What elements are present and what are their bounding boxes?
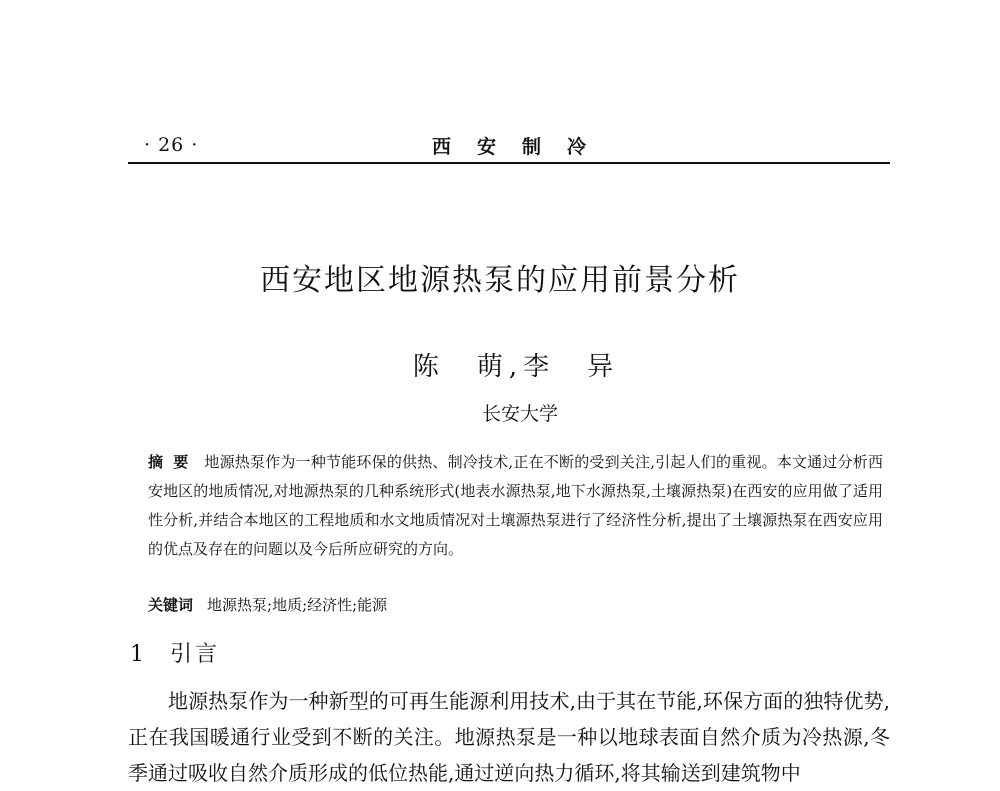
affiliation: 长安大学 [481,403,558,425]
section-number: 1 [130,642,144,667]
keywords-text: 地源热泵;地质;经济性;能源 [207,596,388,614]
header-rule [128,162,890,164]
section-title: 引言 [170,642,221,667]
keywords-label: 关键词 [148,596,194,614]
abstract [148,448,883,564]
authors: 陈 萌,李 异 [412,352,620,382]
abstract-text: 地源热泵作为一种节能环保的供热、制冷技术,正在不断的受到关注,引起人们的重视。本文通过分析西安地区的地质情况,对地源热泵的几种系统形式(地表水源热泵,地下水源热泵,土壤源热泵)在西安的应用做了适用性分析,并结合本地区的工程地质和水文地质情况对土壤源热泵进行了经济性分析,提出了土壤源热泵在西安应用的优点及存在的问题以及今后所应研究的方向。 [148,453,883,558]
running-header [128,128,890,162]
abstract-label: 摘要 [148,453,199,471]
body-paragraph: 地源热泵作为一种新型的可再生能源利用技术,由于其在节能,环保方面的独特优势,正在我国暖通行业受到不断的关注。地源热泵是一种以地球表面自然介质为冷热源,冬季通过吸收自然介质形成的低位热能,通过逆向热力循环,将其输送到建筑物中 [128,689,890,785]
section-heading [130,637,220,668]
paper-title: 西安地区地源热泵的应用前景分析 [260,263,740,298]
page-number: · 26 · [144,134,199,156]
journal-name: 西安制冷 [431,136,612,158]
keywords [148,592,883,618]
